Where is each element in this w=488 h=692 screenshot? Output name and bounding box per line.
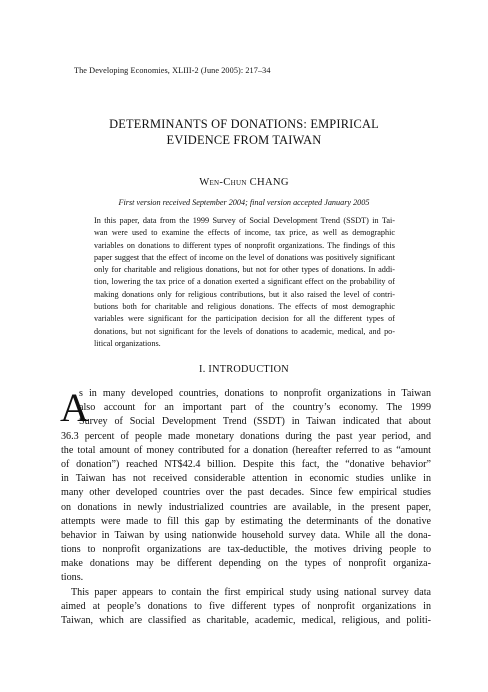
section-heading: I. INTRODUCTION: [199, 364, 289, 375]
received-date-note: First version received September 2004; final version accepted January 2005: [118, 198, 370, 207]
body-line: Taiwan, which are classified as charitable, academic, medical, religious, and politi-: [61, 615, 431, 626]
abstract-line: making donations only for religious contributions, but it also raised the level of contri-: [94, 289, 395, 299]
body-line: aimed at people’s donations to five different types of nonprofit organizations in: [61, 600, 431, 612]
abstract-line: In this paper, data from the 1999 Survey of Social Development Trend (SSDT) in Tai-: [94, 216, 395, 225]
body-line: tions.: [61, 572, 84, 584]
body-line: also account for an important part of the country’s economy. The 1999: [79, 402, 431, 414]
body-line: tions to nonprofit organizations are tax-deductible, the motives driving people to: [61, 544, 431, 556]
abstract-line: wan were used to examine the effects of income, tax price, as well as demographic: [94, 228, 395, 238]
abstract: [94, 215, 395, 350]
abstract-line: litical organizations.: [94, 338, 161, 348]
article-title: [60, 116, 428, 148]
body-line: in Taiwan has not received considerable attention in economic studies unlike in: [61, 473, 431, 485]
abstract-line: variables were significant for the participation decision for all the different types of: [94, 314, 395, 324]
journal-citation: The Developing Economies, XLIII-2 (June 2005): 217–34: [74, 66, 271, 75]
section-body: [61, 387, 431, 628]
abstract-line: variables on donations to different types of nonprofit organizations. The findings of this: [94, 240, 395, 250]
author-name: Wen-Chun CHANG: [199, 177, 289, 188]
body-line: attempts were made to fill this gap by estimating the determinants of the donative: [61, 515, 431, 527]
body-line: 36.3 percent of people made monetary donations during the past year period, and: [61, 430, 431, 442]
abstract-line: paper suggest that the effect of income on the level of donations was positively significant: [94, 252, 395, 262]
body-line: This paper appears to contain the first empirical study using national survey data: [71, 586, 431, 598]
title-line-2: EVIDENCE FROM TAIWAN: [166, 133, 322, 147]
abstract-line: tion, lowering the tax price of a donation exerted a significant effect on the probability of: [94, 277, 395, 287]
body-line: on donations in newly industrialized countries are available, in the present paper,: [61, 501, 431, 513]
abstract-line: butions both for charitable and religious donations. The effects of most demographic: [94, 302, 395, 312]
body-line: of donation”) reached NT$42.4 billion. Despite this fact, the “donative behavior”: [61, 458, 431, 470]
title-line-1: DETERMINANTS OF DONATIONS: EMPIRICAL: [109, 117, 379, 131]
body-line: behavior in Taiwan by using nationwide household survey data. While all the dona-: [61, 529, 431, 541]
body-line: Survey of Social Development Trend (SSDT) in Taiwan indicated that about: [79, 416, 431, 428]
body-line: many other developed countries over the past decades. Since few empirical studies: [61, 487, 431, 499]
abstract-line: only for charitable and religious donations, but not for other types of donations. In addi-: [94, 265, 395, 275]
body-line: make donations may be different depending on the types of nonprofit organiza-: [61, 558, 431, 570]
body-line: s in many developed countries, donations to nonprofit organizations in Taiwan: [79, 388, 431, 399]
drop-cap: A: [60, 385, 89, 430]
body-line: the total amount of money contributed for a donation (hereafter referred to as “amount: [61, 444, 431, 456]
abstract-line: donations, but not significant for the levels of donations to academic, medical, and po-: [94, 326, 395, 336]
